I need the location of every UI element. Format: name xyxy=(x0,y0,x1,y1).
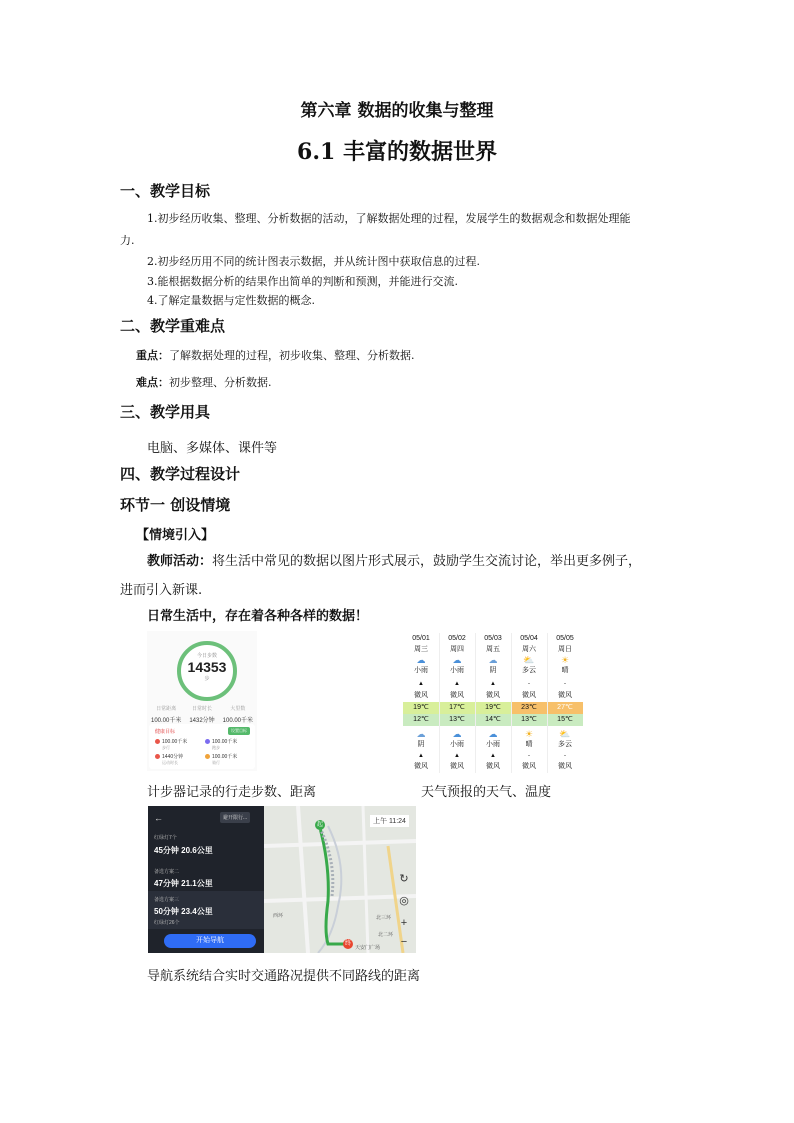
highlight-text: 日常生活中，存在着各种各样的数据！ xyxy=(147,609,369,624)
refresh-icon[interactable]: ↻ xyxy=(399,873,409,885)
sun-icon: ☀ xyxy=(524,729,534,739)
back-arrow-icon[interactable]: ← xyxy=(154,813,163,823)
caption-map: 导航系统结合实时交通路况提供不同路线的距离 xyxy=(147,969,421,984)
rain-cloud-icon: ☁ xyxy=(488,729,498,739)
stat-item: 日常时长 1432分钟 xyxy=(189,706,215,724)
weather-cell-wind1: 微风 xyxy=(486,692,500,699)
compass-icon[interactable]: ◎ xyxy=(399,895,409,907)
route-label: 备选方案三 xyxy=(154,897,180,903)
difficulty xyxy=(136,374,272,390)
wind-direction-icon: ▲ xyxy=(490,681,496,687)
weather-cell-wind2: 微风 xyxy=(486,763,500,770)
teacher-activity-label: 教师活动： xyxy=(147,554,213,569)
weather-cell-wk: 周六 xyxy=(522,646,536,653)
key-point-text: 了解数据处理的过程，初步收集、整理、分析数据. xyxy=(169,349,415,362)
road-label: 北三环 xyxy=(376,915,392,921)
weather-cell-date: 05/04 xyxy=(520,635,538,642)
weather-cell-date: 05/05 xyxy=(556,635,574,642)
pedometer-image xyxy=(147,631,257,771)
partly-cloudy-icon: ⛅ xyxy=(559,729,571,739)
weather-cell-night: 晴 xyxy=(525,741,533,748)
weather-cell-wind2: 微风 xyxy=(522,763,536,770)
weather-cell-day: 多云 xyxy=(522,667,536,674)
avoid-restriction-button[interactable]: 避开限行... xyxy=(220,812,250,823)
route-label: 备选方案二 xyxy=(154,869,180,875)
difficulty-label: 难点： xyxy=(136,376,169,389)
timer-icon xyxy=(155,754,160,759)
road-label: 北二环 xyxy=(378,932,394,938)
route-option-3[interactable]: 50分钟 23.4公里 xyxy=(154,907,213,916)
key-point-label: 重点： xyxy=(136,349,169,362)
column-divider xyxy=(439,633,440,773)
stage-title: 环节一 创设情境 xyxy=(120,496,231,514)
stat-item: 日常距离 100.00千米 xyxy=(150,706,182,724)
weather-cell-wk: 周五 xyxy=(486,646,500,653)
route-panel xyxy=(148,806,264,953)
objective-3: 3.能根据数据分析的结果作出简单的判断和预测，并能进行交流. xyxy=(147,275,458,288)
weather-forecast-image xyxy=(403,633,583,773)
sun-icon: ☀ xyxy=(560,655,570,665)
weather-cell-lo: 12℃ xyxy=(403,714,439,726)
weather-cell-day: 小雨 xyxy=(450,667,464,674)
map-clock: 上午 11:24 xyxy=(370,815,409,827)
health-goals-title: 健康目标 xyxy=(155,729,176,735)
goal-cell: 1440分钟 运动时长 xyxy=(155,753,183,766)
teacher-activity-text: 将生活中常见的数据以图片形式展示，鼓励学生交流讨论，举出更多例子， xyxy=(212,554,642,569)
wind-direction-icon: - xyxy=(564,681,566,687)
column-divider xyxy=(511,633,512,773)
weather-cell-date: 05/01 xyxy=(412,635,430,642)
weather-cell-date: 05/03 xyxy=(484,635,502,642)
tools-text: 电脑、多媒体、课件等 xyxy=(147,441,278,456)
objective-2: 2.初步经历用不同的统计图表示数据，并从统计图中获取信息的过程. xyxy=(147,255,480,268)
wind-direction-icon: - xyxy=(528,681,530,687)
weather-cell-wk: 周三 xyxy=(414,646,428,653)
weather-cell-wind2: 微风 xyxy=(450,763,464,770)
weather-cell-hi: 27℃ xyxy=(547,702,583,714)
weather-cell-wind1: 微风 xyxy=(450,692,464,699)
wind-direction-icon: ▲ xyxy=(490,753,496,759)
weather-cell-day: 小雨 xyxy=(414,667,428,674)
column-divider xyxy=(547,633,548,773)
weather-cell-date: 05/02 xyxy=(448,635,466,642)
rain-cloud-icon: ☁ xyxy=(452,655,462,665)
scenario-intro: 【情境引入】 xyxy=(136,528,215,543)
teacher-activity-cont: 进而引入新课. xyxy=(120,583,203,598)
heading-tools: 三、教学用具 xyxy=(120,403,211,421)
chapter-title: 第六章 数据的收集与整理 xyxy=(300,101,494,121)
health-goals-panel xyxy=(149,724,255,769)
cloud-icon: ☁ xyxy=(416,729,426,739)
objective-1-cont: 力. xyxy=(120,234,135,247)
partly-cloudy-icon: ⛅ xyxy=(523,655,535,665)
weather-cell-wind1: 微风 xyxy=(414,692,428,699)
weather-cell-wind1: 微风 xyxy=(558,692,572,699)
road-label: 天安门广场 xyxy=(355,945,381,951)
weather-cell-night: 阴 xyxy=(417,741,425,748)
weather-cell-lo: 15℃ xyxy=(547,714,583,726)
difficulty-text: 初步整理、分析数据. xyxy=(169,376,272,389)
cloud-icon: ☁ xyxy=(488,655,498,665)
steps-ring xyxy=(177,641,237,701)
heading-objectives: 一、教学目标 xyxy=(120,182,211,200)
objective-4: 4.了解定量数据与定性数据的概念. xyxy=(147,294,315,307)
weather-cell-night: 多云 xyxy=(558,741,572,748)
zoom-out-button[interactable]: − xyxy=(400,936,408,948)
weather-cell-day: 阴 xyxy=(489,667,497,674)
zoom-in-button[interactable]: + xyxy=(400,917,408,929)
weather-cell-wind2: 微风 xyxy=(414,763,428,770)
heading-process: 四、教学过程设计 xyxy=(120,465,241,483)
steps-unit: 步 xyxy=(204,676,210,682)
wind-direction-icon: ▲ xyxy=(454,753,460,759)
weather-cell-hi: 19℃ xyxy=(403,702,439,714)
key-point xyxy=(136,347,415,363)
weather-cell-night: 小雨 xyxy=(450,741,464,748)
walk-icon xyxy=(155,739,160,744)
set-goal-button[interactable]: 设置目标 xyxy=(228,727,250,735)
weather-cell-day: 晴 xyxy=(561,667,569,674)
route-option-1[interactable]: 45分钟 20.6公里 xyxy=(154,846,213,855)
wind-direction-icon: - xyxy=(564,753,566,759)
wind-direction-icon: ▲ xyxy=(454,681,460,687)
weather-cell-lo: 13℃ xyxy=(439,714,475,726)
column-divider xyxy=(475,633,476,773)
weather-cell-lo: 13℃ xyxy=(511,714,547,726)
weather-cell-wind2: 微风 xyxy=(558,763,572,770)
rain-cloud-icon: ☁ xyxy=(416,655,426,665)
goal-cell: 100.00千米 跑步 xyxy=(205,738,237,751)
weather-cell-wind1: 微风 xyxy=(522,692,536,699)
start-navigation-button[interactable]: 开始导航 xyxy=(164,934,256,948)
goal-cell: 100.00千米 步行 xyxy=(155,738,187,751)
run-icon xyxy=(205,739,210,744)
section-title: 6.1 丰富的数据世界 xyxy=(297,139,497,165)
goal-cell: 100.00千米 骑行 xyxy=(205,753,237,766)
weather-cell-wk: 周四 xyxy=(450,646,464,653)
objective-1: 1.初步经历收集、整理、分析数据的活动，了解数据处理的过程，发展学生的数据观念和数据处理能 xyxy=(147,212,631,225)
caption-pedometer: 计步器记录的行走步数、距离 xyxy=(147,785,317,800)
stat-item: 大里数 100.00千米 xyxy=(222,706,253,724)
weather-cell-wk: 周日 xyxy=(558,646,572,653)
wind-direction-icon: - xyxy=(528,753,530,759)
bike-icon xyxy=(205,754,210,759)
navigation-map-image xyxy=(148,806,416,953)
weather-cell-hi: 23℃ xyxy=(511,702,547,714)
weather-cell-night: 小雨 xyxy=(486,741,500,748)
rain-cloud-icon: ☁ xyxy=(452,729,462,739)
route-sub: 红绿灯26个 xyxy=(154,920,180,926)
route-option-2[interactable]: 47分钟 21.1公里 xyxy=(154,879,213,888)
weather-cell-lo: 14℃ xyxy=(475,714,511,726)
route-label: 红绿灯7个 xyxy=(154,835,177,841)
start-marker-icon: 起 xyxy=(316,822,323,828)
steps-value: 14353 xyxy=(187,659,227,675)
caption-weather: 天气预报的天气、温度 xyxy=(421,785,552,800)
weather-cell-hi: 17℃ xyxy=(439,702,475,714)
road-label: 西环 xyxy=(273,913,284,919)
end-marker-icon: 终 xyxy=(344,941,351,947)
wind-direction-icon: ▲ xyxy=(418,753,424,759)
pedometer-stats xyxy=(147,705,257,724)
weather-cell-hi: 19℃ xyxy=(475,702,511,714)
wind-direction-icon: ▲ xyxy=(418,681,424,687)
teacher-activity xyxy=(147,550,641,569)
heading-key-points: 二、教学重难点 xyxy=(120,317,226,335)
steps-label: 今日步数 xyxy=(196,653,217,659)
